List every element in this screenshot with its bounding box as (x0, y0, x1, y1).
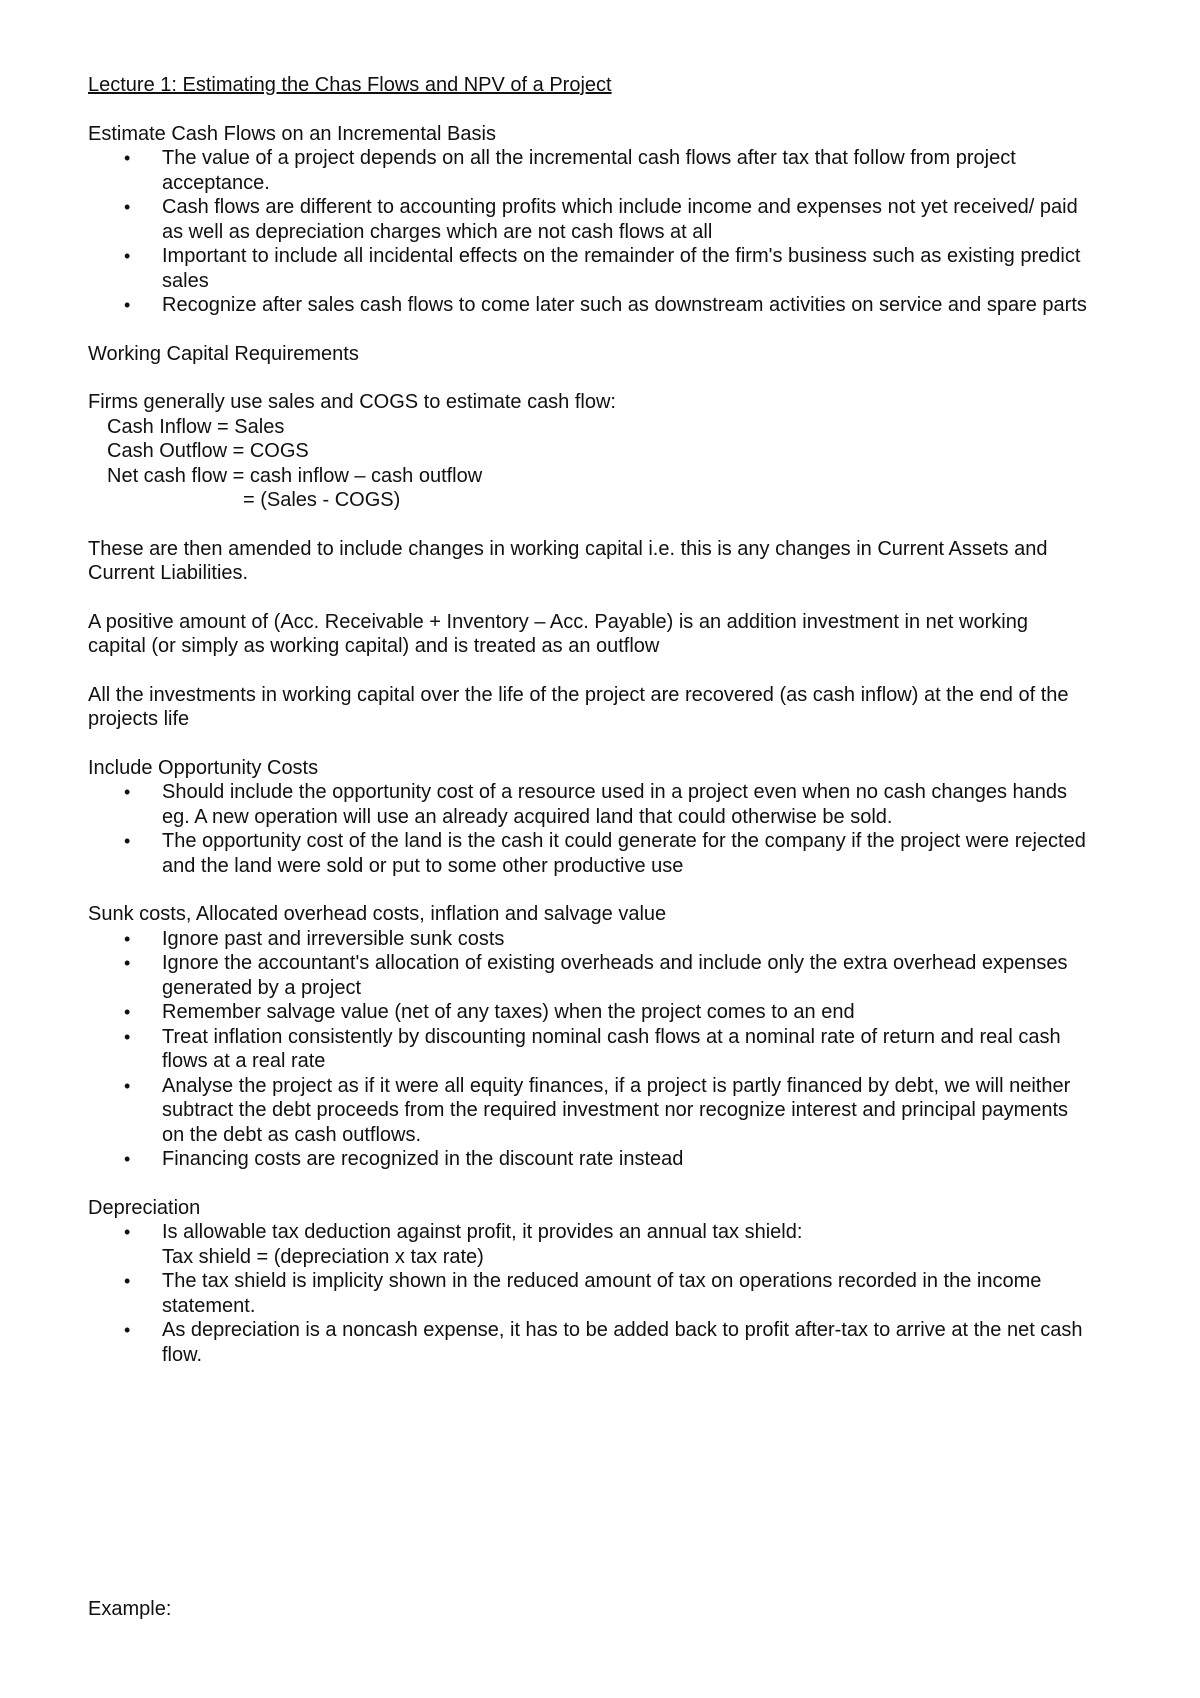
example-label: Example: (88, 1598, 172, 1620)
cash-flow-formulas (88, 390, 1088, 513)
list-item: • Important to include all incidental effects on the remainder of the firm's business such as existing predict sales (88, 244, 1088, 293)
document-page (88, 73, 1088, 1391)
formula-line: Cash Outflow = COGS (107, 440, 309, 462)
section-heading-working-capital: Working Capital Requirements (88, 342, 359, 365)
paragraph: All the investments in working capital over the life of the project are recovered (as cash inflow) at the end of the projects life (88, 683, 1069, 730)
list-item: • Treat inflation consistently by discounting nominal cash flows at a nominal rate of return and real cash flows at a real rate (88, 1025, 1088, 1074)
list-item: • Should include the opportunity cost of a resource used in a project even when no cash changes hands eg. A new operation will use an already acquired land that could otherwise be sold. (88, 780, 1088, 829)
page-title: Lecture 1: Estimating the Chas Flows and NPV of a Project (88, 74, 612, 96)
list-item: • The value of a project depends on all the incremental cash flows after tax that follow from project acceptance. (88, 146, 1088, 195)
list-item: • The tax shield is implicity shown in the reduced amount of tax on operations recorded in the income statement. (88, 1269, 1088, 1318)
list-item: • Ignore the accountant's allocation of existing overheads and include only the extra overhead expenses generated by a project (88, 951, 1088, 1000)
list-item (88, 1220, 1088, 1269)
formula-intro: Firms generally use sales and COGS to estimate cash flow: (88, 391, 616, 413)
incremental-list (88, 146, 1088, 318)
list-item: • Recognize after sales cash flows to come later such as downstream activities on service and spare parts (88, 293, 1088, 318)
paragraph: A positive amount of (Acc. Receivable + Inventory – Acc. Payable) is an addition investment in net working capital (or simply as working capital) and is treated as an outflow (88, 610, 1028, 657)
list-item: • Remember salvage value (net of any taxes) when the project comes to an end (88, 1000, 1088, 1025)
formula-line: Net cash flow = cash inflow – cash outflow (107, 464, 483, 487)
list-item: • Ignore past and irreversible sunk costs (88, 927, 1088, 952)
list-item: • As depreciation is a noncash expense, it has to be added back to profit after-tax to arrive at the net cash flow. (88, 1318, 1088, 1367)
tax-shield-formula: Tax shield = (depreciation x tax rate) (162, 1245, 484, 1268)
list-item: • Analyse the project as if it were all equity finances, if a project is partly financed by debt, we will neither subtract the debt proceeds from the required investment nor recognize interest and principal payments on the debt as cash outflows. (88, 1074, 1088, 1148)
list-item-text: • Is allowable tax deduction against profit, it provides an annual tax shield: (162, 1221, 803, 1243)
formula-line: = (Sales - COGS) (243, 489, 401, 511)
section-heading-incremental: Estimate Cash Flows on an Incremental Basis (88, 122, 496, 145)
formula-line: Cash Inflow = Sales (107, 415, 285, 438)
list-item: • The opportunity cost of the land is the cash it could generate for the company if the project were rejected and the land were sold or put to some other productive use (88, 829, 1088, 878)
paragraph: These are then amended to include changes in working capital i.e. this is any changes in Current Assets and Current Liabilities. (88, 537, 1048, 584)
list-item: • Financing costs are recognized in the discount rate instead (88, 1147, 1088, 1172)
section-heading-sunk-costs: Sunk costs, Allocated overhead costs, inflation and salvage value (88, 903, 667, 925)
depreciation-list (88, 1220, 1088, 1367)
section-heading-opportunity: Include Opportunity Costs (88, 756, 319, 779)
sunk-costs-list (88, 927, 1088, 1172)
section-heading-depreciation: Depreciation (88, 1196, 201, 1219)
opportunity-list (88, 780, 1088, 878)
list-item: • Cash flows are different to accounting profits which include income and expenses not yet received/ paid as well as depreciation charges which are not cash flows at all (88, 195, 1088, 244)
